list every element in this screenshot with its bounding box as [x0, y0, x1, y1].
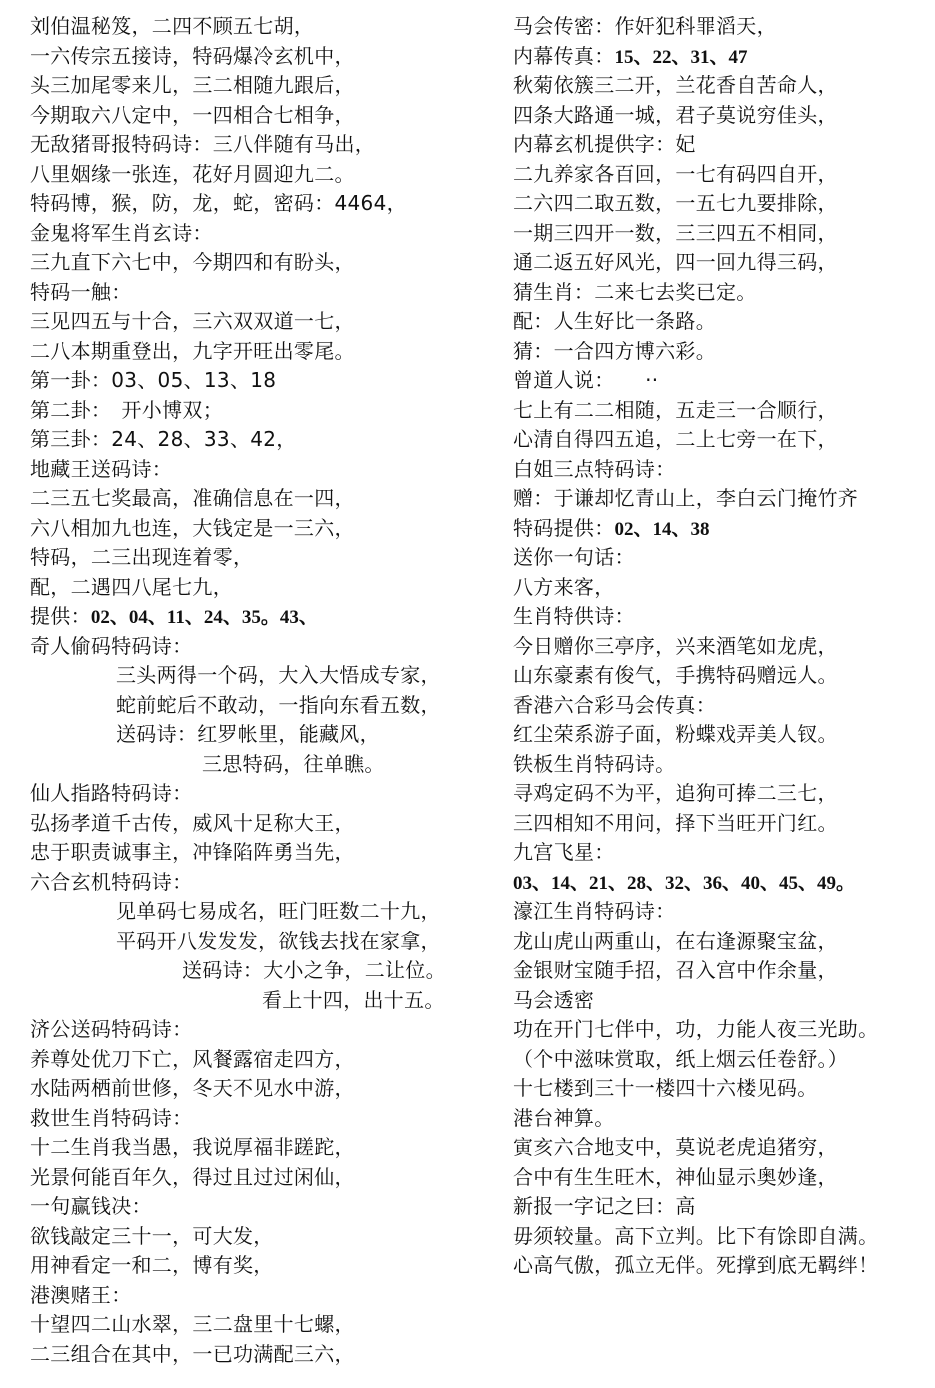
text-line: 心高气傲，孤立无伴。死撑到底无羁绊！	[513, 1253, 879, 1277]
text-line: 一期三四开一数，三三四五不相同，	[513, 220, 838, 245]
text-line: 一句赢钱决：	[30, 1194, 152, 1218]
text-line: （个中滋味赏取，纸上烟云任卷舒。）	[513, 1046, 849, 1071]
text-line: 金银财宝随手招，召入宫中作余量，	[513, 958, 838, 982]
label: 内幕传真：	[513, 43, 615, 68]
text-line: 蛇前蛇后不敢动，一指向东看五数，	[116, 692, 441, 717]
text-line: 猜：一合四方博六彩。	[513, 338, 716, 363]
text-line: 头三加尾零来儿，三二相随九跟后，	[30, 73, 355, 97]
text-line: 二六四二取五数，一五七九要排除，	[513, 191, 838, 215]
text-line	[30, 602, 480, 632]
text-line	[513, 868, 918, 898]
text-line: 新报一字记之曰：高	[513, 1194, 696, 1218]
text-line: 三思特码，往单瞧。	[202, 751, 385, 776]
text-line: 配，二遇四八尾七九，	[30, 574, 233, 599]
text-line: 九宫飞星：	[513, 840, 615, 864]
text-line: 生肖特供诗：	[513, 604, 635, 628]
text-line: 特码一触：	[30, 279, 132, 304]
text-line: 二九养家各百回，一七有码四自开，	[513, 161, 838, 186]
text-line: 弘扬孝道千古传，威风十足称大王，	[30, 810, 355, 835]
text-line: 三四相知不用问，择下当旺开门红。	[513, 810, 838, 835]
text-line: 功在开门七伴中，功，力能人夜三光助。	[513, 1017, 879, 1041]
text-line: 港澳赌王：	[30, 1282, 132, 1307]
text-line: 用神看定一和二，博有奖，	[30, 1253, 274, 1277]
text-line: 光景何能百年久，得过且过过闲仙，	[30, 1164, 355, 1189]
text-line: 港台神算。	[513, 1105, 615, 1130]
text-line: 马会传密：作奸犯科罪滔天，	[513, 14, 777, 38]
text-line: 七上有二二相随，五走三一合顺行，	[513, 397, 838, 422]
text-line: 刘伯温秘笈，二四不顾五七胡，	[30, 14, 315, 38]
text-line: 内幕玄机提供字：妃	[513, 132, 696, 156]
text-line: 三九直下六七中，今期四和有盼头，	[30, 250, 355, 274]
text-line: 四条大路通一城，君子莫说穷佳头，	[513, 102, 838, 127]
text-line: 濠江生肖特码诗：	[513, 899, 676, 923]
text-line: 二三五七奖最高，准确信息在一四，	[30, 486, 355, 510]
text-line: 第一卦：03、05、13、18	[30, 368, 277, 392]
text-line: 特码博，猴，防，龙，蛇，密码：4464，	[30, 191, 407, 215]
text-line: 养尊处优刀下亡，风餐露宿走四方，	[30, 1046, 355, 1071]
text-line: 仙人指路特码诗：	[30, 781, 193, 805]
text-line: 合中有生生旺木，神仙显示奥妙逢，	[513, 1164, 838, 1189]
text-line: 马会透密	[513, 987, 595, 1012]
text-line: 六八相加九也连，大钱定是一三六，	[30, 515, 355, 540]
text-line: 配：人生好比一条路。	[513, 309, 716, 333]
text-line: 寻鸡定码不为平，追狗可捧二三七，	[513, 781, 838, 805]
text-line: 送码诗：红罗帐里，能藏风，	[116, 722, 380, 746]
left-column	[30, 12, 480, 1369]
text-line: 今期取六八定中，一四相合七相争，	[30, 102, 355, 127]
number-list: 15、22、31、47	[614, 46, 748, 68]
text-line: 六合玄机特码诗：	[30, 869, 193, 894]
text-line: 三见四五与十合，三六双双道一七，	[30, 309, 355, 333]
text-line: 心清自得四五追，二上七旁一在下，	[513, 427, 838, 451]
text-line: 救世生肖特码诗：	[30, 1105, 193, 1130]
text-line: 二三组合在其中，一已功满配三六，	[30, 1341, 355, 1366]
text-line: 二八本期重登出，九字开旺出零尾。	[30, 338, 355, 363]
text-line: 特码，二三出现连着零，	[30, 545, 254, 569]
text-line: 红尘荣系游子面，粉蝶戏弄美人钗。	[513, 722, 838, 746]
text-line: 送码诗：大小之争，二让位。	[182, 958, 446, 982]
text-line: 曾道人说： ··	[513, 368, 659, 392]
text-line: 平码开八发发发，欲钱去找在家拿，	[116, 928, 441, 953]
text-line: 送你一句话：	[513, 545, 635, 569]
text-line: 通二返五好风光，四一回九得三码，	[513, 250, 838, 274]
text-line: 山东豪素有俊气，手携特码赠远人。	[513, 663, 838, 687]
text-line: 第三卦：24、28、33、42，	[30, 427, 297, 451]
text-line: 见单码七易成名，旺门旺数二十九，	[116, 899, 441, 923]
text-line: 忠于职责诚事主，冲锋陷阵勇当先，	[30, 840, 355, 864]
text-line: 寅亥六合地支中，莫说老虎追猪穷，	[513, 1135, 838, 1159]
text-line: 赠：于谦却忆青山上，李白云门掩竹齐	[513, 486, 859, 510]
text-line: 铁板生肖特码诗。	[513, 751, 676, 776]
text-line: 地藏王送码诗：	[30, 456, 173, 481]
number-list: 02、14、38	[614, 518, 710, 540]
text-line: 欲钱敲定三十一，可大发，	[30, 1223, 274, 1248]
text-line: 十七楼到三十一楼四十六楼见码。	[513, 1076, 818, 1100]
right-column	[513, 12, 918, 1281]
text-line: 无敌猪哥报特码诗：三八伴随有马出，	[30, 132, 376, 156]
text-line: 水陆两栖前世修，冬天不见水中游，	[30, 1076, 355, 1100]
text-line: 龙山虎山两重山，在右逢源聚宝盆，	[513, 928, 838, 953]
label: 提供：	[30, 604, 91, 628]
label: 特码提供：	[513, 515, 615, 540]
text-line: 济公送码特码诗：	[30, 1017, 193, 1041]
text-line: 看上十四，出十五。	[262, 987, 445, 1012]
number-list: 02、04、11、24、35。43、	[90, 607, 318, 628]
text-line: 第二卦： 开小博双；	[30, 397, 223, 422]
text-line: 三头两得一个码，大入大悟成专家，	[116, 663, 441, 687]
text-line	[513, 514, 918, 544]
text-line: 秋菊依簇三二开，兰花香自苦命人，	[513, 73, 838, 97]
text-line: 奇人偷码特码诗：	[30, 633, 193, 658]
text-line: 猜生肖：二来七去奖已定。	[513, 279, 757, 304]
text-line: 今日赠你三亭序，兴来酒笔如龙虎，	[513, 633, 838, 658]
text-line: 香港六合彩马会传真：	[513, 692, 716, 717]
text-line: 八里姻缘一张连，花好月圆迎九二。	[30, 161, 355, 186]
text-line: 十二生肖我当愚，我说厚福非蹉跎，	[30, 1135, 355, 1159]
text-line: 一六传宗五接诗，特码爆冷玄机中，	[30, 43, 355, 68]
text-line: 金鬼将军生肖玄诗：	[30, 220, 213, 245]
text-line	[513, 42, 918, 72]
text-line: 十望四二山水翠，三二盘里十七螺，	[30, 1312, 355, 1336]
number-list: 03、14、21、28、32、36、40、45、49。	[513, 872, 856, 894]
text-line: 八方来客，	[513, 574, 615, 599]
text-line: 毋须较量。高下立判。比下有馀即自满。	[513, 1223, 879, 1248]
text-line: 白姐三点特码诗：	[513, 456, 676, 481]
